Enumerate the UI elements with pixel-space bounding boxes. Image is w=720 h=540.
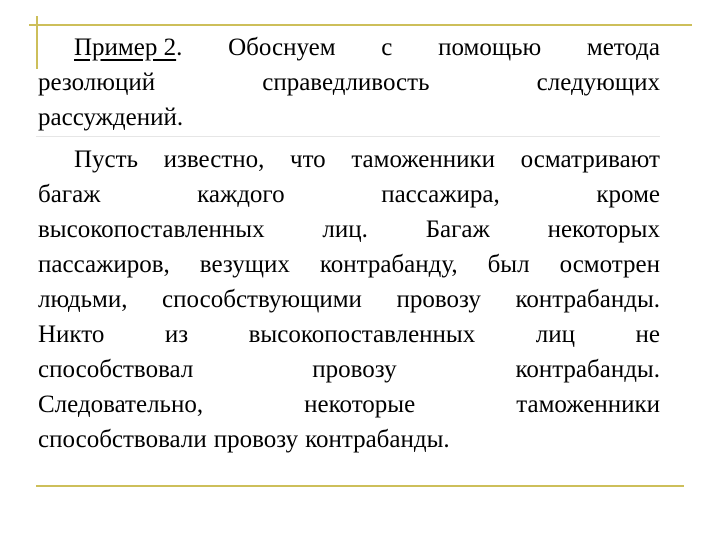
- body-word: контрабанды.: [515, 356, 660, 383]
- body-word: Багаж: [425, 216, 490, 243]
- body-word: контрабанды.: [515, 286, 660, 313]
- body-word: провозу: [312, 356, 397, 383]
- body-word: Следовательно,: [38, 391, 204, 418]
- body-line-6: [38, 317, 660, 352]
- body-word: способствовал: [38, 356, 194, 383]
- body-word: провозу: [396, 286, 481, 313]
- body-word: осматривают: [520, 146, 660, 173]
- body-word: высокопоставленных: [38, 216, 265, 243]
- body-word: не: [635, 321, 660, 348]
- body-word: пассажира,: [381, 181, 500, 208]
- heading-paragraph: [38, 30, 660, 135]
- body-word: известно,: [163, 146, 265, 173]
- body-word: провозу: [213, 426, 299, 453]
- body-word: некоторых: [547, 216, 660, 243]
- body-word: способствовали: [38, 426, 207, 453]
- body-word: багаж: [38, 181, 101, 208]
- example-label: Пример 2: [74, 34, 177, 61]
- body-word: Никто: [38, 321, 105, 348]
- body-line-3: [38, 212, 660, 247]
- body-word: из: [164, 321, 189, 348]
- section-divider: [36, 136, 660, 137]
- body-word: контрабанды.: [305, 426, 450, 453]
- body-line-1: [38, 142, 660, 177]
- body-line-4: [38, 247, 660, 282]
- heading-word: следующих: [536, 69, 660, 96]
- heading-line-1: [38, 30, 660, 65]
- heading-line-3: [38, 100, 660, 135]
- heading-word: рассуждений.: [38, 104, 184, 131]
- body-word: таможенники: [516, 391, 660, 418]
- body-word: контрабанду,: [319, 251, 458, 278]
- heading-word: справедливость: [262, 69, 430, 96]
- heading-word: резолюций: [38, 69, 156, 96]
- heading-label-group: Пример 2.: [74, 34, 183, 61]
- body-word: кроме: [596, 181, 660, 208]
- body-word: некоторые: [304, 391, 416, 418]
- body-word: везущих: [199, 251, 290, 278]
- heading-word: Обоснуем: [228, 34, 336, 61]
- body-word: лиц: [535, 321, 575, 348]
- body-word: людьми,: [38, 286, 128, 313]
- frame-top-line: [29, 24, 692, 26]
- body-line-2: [38, 177, 660, 212]
- heading-word: помощью: [438, 34, 542, 61]
- body-line-7: [38, 352, 660, 387]
- body-paragraph: [38, 142, 660, 457]
- body-word: способствующими: [162, 286, 362, 313]
- body-line-9: [38, 422, 660, 457]
- frame-bottom-line: [36, 485, 684, 487]
- body-word: лиц.: [322, 216, 368, 243]
- heading-word: метода: [586, 34, 660, 61]
- body-word: что: [290, 146, 326, 173]
- heading-word: с: [381, 34, 393, 61]
- body-word: Пусть: [74, 146, 138, 173]
- body-word: пассажиров,: [38, 251, 170, 278]
- body-word: каждого: [197, 181, 285, 208]
- body-word: таможенники: [351, 146, 496, 173]
- body-line-8: [38, 387, 660, 422]
- body-word: осмотрен: [559, 251, 660, 278]
- body-word: был: [487, 251, 530, 278]
- body-word: высокопоставленных: [248, 321, 476, 348]
- heading-line-2: [38, 65, 660, 100]
- body-line-5: [38, 282, 660, 317]
